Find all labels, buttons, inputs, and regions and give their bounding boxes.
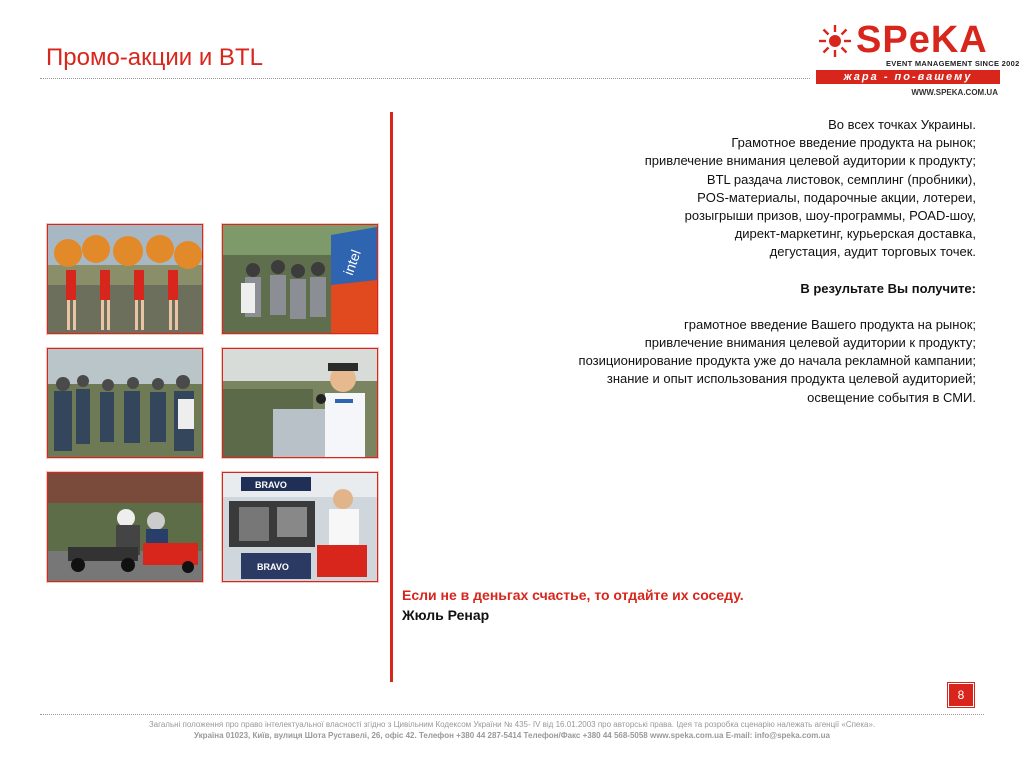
bravo-stand-photo: [222, 472, 378, 582]
result-heading: В результате Вы получите:: [800, 280, 976, 296]
service-line: BTL раздача листовок, семплинг (пробники),: [706, 171, 976, 187]
logo-slogan: жара - по-вашему: [816, 70, 1000, 84]
result-line: освещение события в СМИ.: [807, 389, 976, 405]
services-description: [456, 116, 976, 407]
page-number-badge: 8: [948, 683, 974, 707]
result-list: [456, 316, 976, 407]
service-line: Грамотное введение продукта на рынок;: [731, 135, 976, 151]
svg-text:intel: intel: [340, 247, 364, 278]
logo-wordmark: SPeKA: [856, 19, 988, 61]
svg-text:BRAVO: BRAVO: [257, 562, 289, 572]
page-title: Промо-акции и BTL: [46, 44, 263, 71]
crowd-event-photo: [47, 348, 203, 458]
title-divider: [40, 78, 810, 79]
svg-text:BRAVO: BRAVO: [255, 480, 287, 490]
promoter-microphone-photo: [222, 348, 378, 458]
result-line: позиционирование продукта уже до начала рекламной кампании;: [578, 353, 976, 369]
service-line: розыгрыши призов, шоу-программы, РОАD-шоу,: [684, 208, 976, 224]
sun-icon: [818, 24, 852, 58]
result-line: грамотное введение Вашего продукта на рынок;: [684, 316, 976, 332]
quote-text: Если не в деньгах счастье, то отдайте их соседу.: [402, 587, 744, 603]
logo-tagline: EVENT MANAGEMENT SINCE 2002: [886, 59, 1020, 68]
service-line: директ-маркетинг, курьерская доставка,: [734, 226, 976, 242]
cheerleaders-photo: [47, 224, 203, 334]
intel-promo-photo: [222, 224, 378, 334]
karting-photo: [47, 472, 203, 582]
result-line: знание и опыт использования продукта целевой аудиторией;: [606, 371, 976, 387]
vertical-divider: [390, 112, 393, 682]
service-line: POS-материалы, подарочные акции, лотереи,: [697, 189, 976, 205]
service-line: дегустация, аудит торговых точек.: [769, 244, 976, 260]
service-line: Во всех точках Украины.: [828, 117, 976, 132]
logo-url: WWW.SPEKA.COM.UA: [911, 88, 998, 97]
result-line: привлечение внимания целевой аудитории к продукту;: [644, 335, 976, 351]
footer-copyright: Загальні положення про право інтелектуальної власності згідно з Цивільним Кодексом України № 435- IV від 16.01.2003 про авторські права. Ідея та розробка сценарію належать агенції «Спека».: [148, 720, 876, 729]
footer-contacts: Україна 01023, Київ, вулиця Шота Руставелі, 26, офіс 42. Телефон +380 44 287-5414 Телефон/Факс +380 44 568-5058 www.speka.com.ua E-mail: info@speka.com.ua: [194, 731, 830, 740]
quote-author: Жюль Ренар: [402, 607, 490, 623]
footer: [40, 719, 984, 741]
speka-logo: [816, 19, 1020, 98]
service-line: привлечение внимания целевой аудитории к продукту;: [644, 153, 976, 169]
footer-divider: [40, 714, 984, 715]
quote: [402, 585, 744, 625]
